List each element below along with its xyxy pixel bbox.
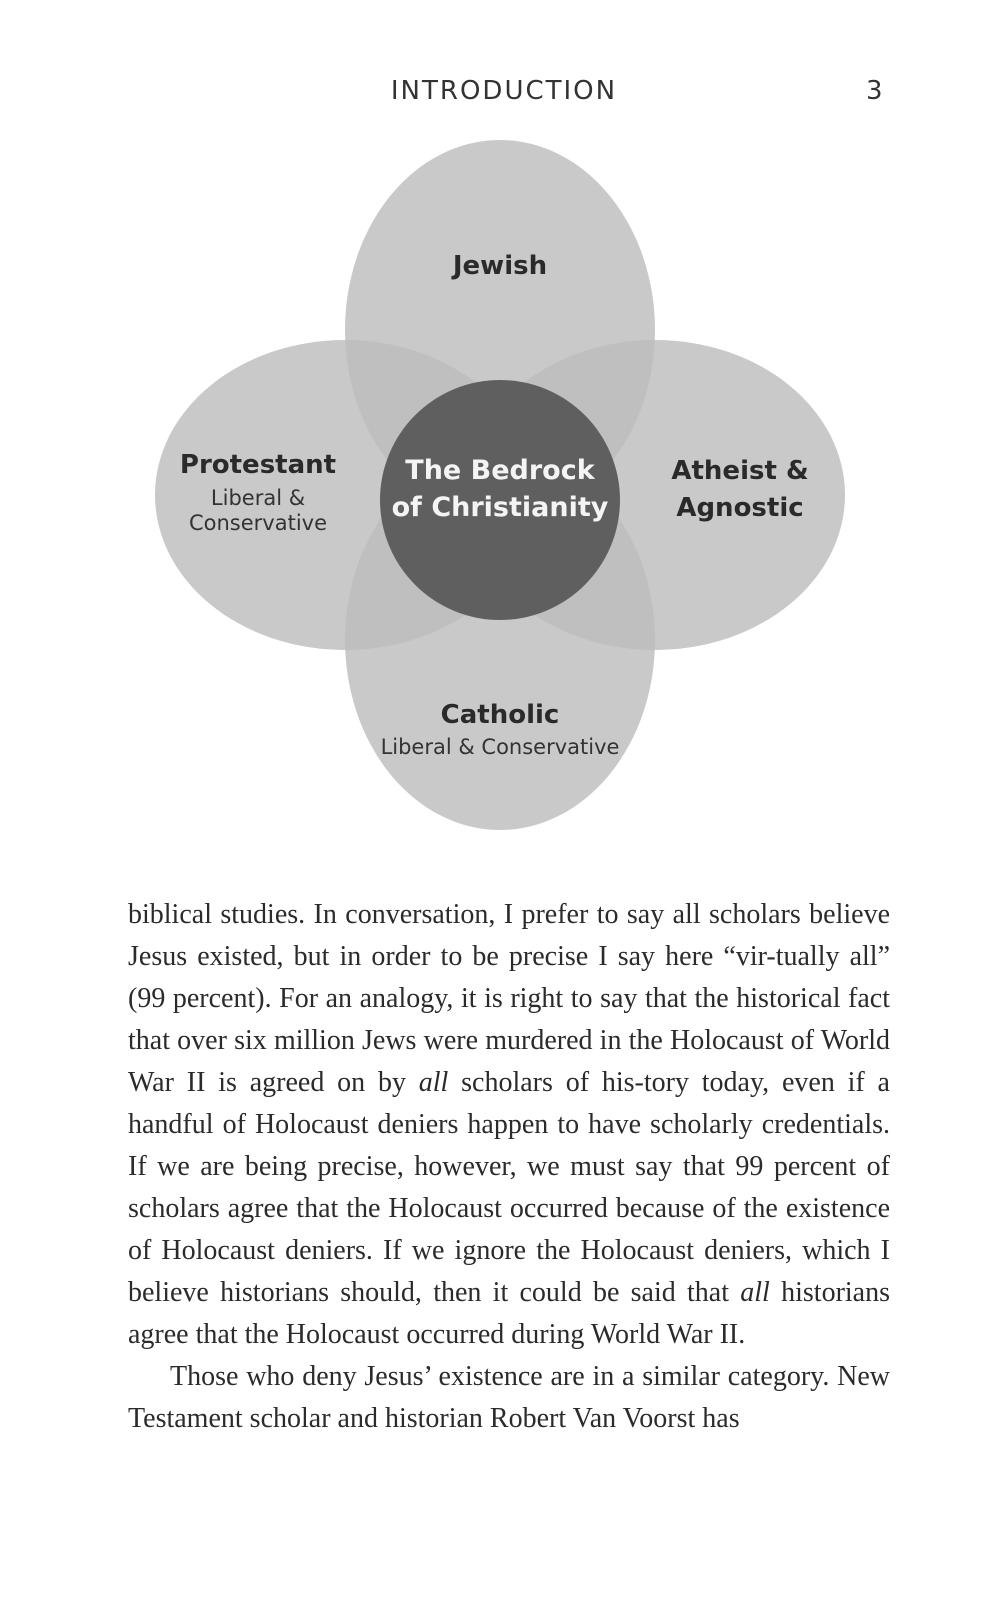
paragraph-1 <box>128 894 890 1356</box>
p1-part-c: historians agree that the Holocaust occurred during World War II. <box>128 1277 890 1350</box>
paragraph-2: Those who deny Jesus’ existence are in a similar category. New Testament scholar and historian Robert Van Voorst has <box>128 1361 890 1434</box>
label-jewish: Jewish <box>452 251 548 281</box>
label-agnostic: Agnostic <box>676 493 804 523</box>
label-center-line1: The Bedrock <box>405 455 595 486</box>
p1-part-a: biblical studies. In conversation, I prefer to say all scholars believe Jesus existed, but in order to be precise I say here “vir-tually all” (99 percent). For an analogy, it is right to say that the historical fact that over six million Jews were murdered in the Holocaust of World War II is agreed on by <box>128 899 890 1098</box>
label-catholic: Catholic <box>440 700 560 730</box>
label-center-line2: of Christianity <box>391 492 609 523</box>
label-protestant: Protestant <box>179 450 337 480</box>
p1-emphasis-all-1: all <box>418 1067 449 1098</box>
label-atheist: Atheist & <box>671 456 809 486</box>
label-protestant-sub2: Conservative <box>188 511 328 535</box>
running-head <box>0 76 1000 116</box>
venn-diagram <box>0 140 1000 860</box>
label-protestant-sub1: Liberal & <box>210 486 306 510</box>
page-number: 3 <box>866 76 883 106</box>
running-title: INTRODUCTION <box>390 76 618 106</box>
body-text <box>128 894 890 1440</box>
p1-part-b: scholars of his-tory today, even if a handful of Holocaust deniers happen to have scholarly credentials. If we are being precise, however, we must say that 99 percent of scholars agree that the Holocaust occurred because of the existence of Holocaust deniers. If we ignore the Holocaust deniers, which I believe historians should, then it could be said that <box>128 1067 890 1308</box>
p1-emphasis-all-2: all <box>740 1277 770 1308</box>
label-catholic-sub: Liberal & Conservative <box>380 735 620 759</box>
